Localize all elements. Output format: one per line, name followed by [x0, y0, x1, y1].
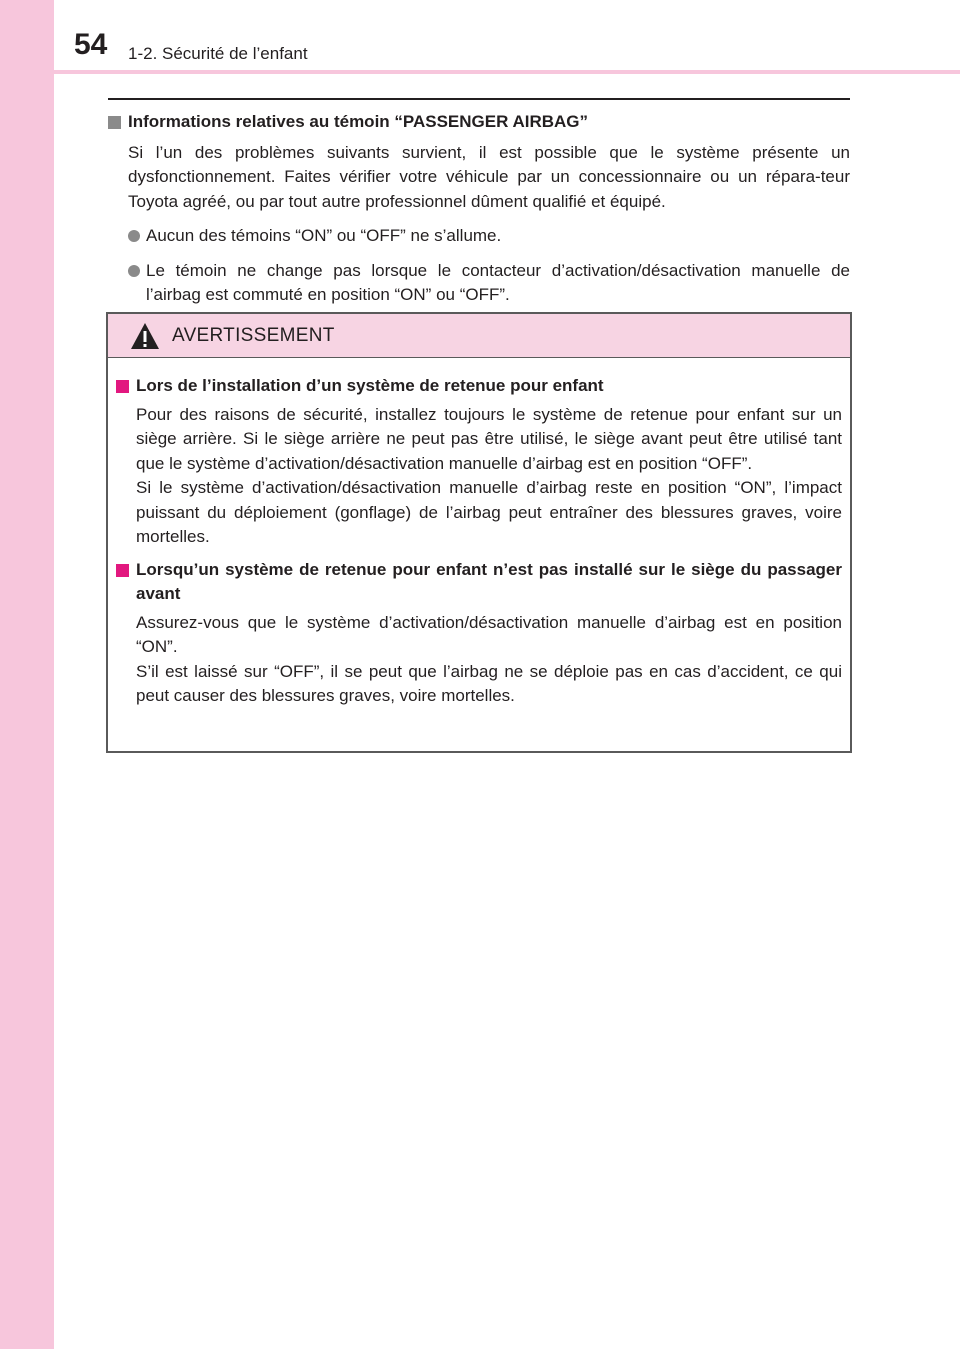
warning-header [108, 314, 850, 358]
warning-title: AVERTISSEMENT [172, 325, 335, 346]
square-bullet-icon [108, 116, 121, 129]
square-bullet-icon [116, 380, 129, 393]
bullet-text: Le témoin ne change pas lorsque le contacteur d’activation/désactivation manuelle de l’airbag est commuté en position “ON” ou “OFF”. [146, 260, 850, 304]
info-heading [108, 110, 850, 135]
warning-section-heading [116, 374, 842, 399]
info-section [108, 110, 850, 308]
square-bullet-icon [116, 564, 129, 577]
warning-box [106, 312, 852, 753]
section-title: 1-2. Sécurité de l’enfant [128, 44, 308, 63]
warning-heading-text: Lorsqu’un système de retenue pour enfant n’est pas installé sur le siège du passager avant [136, 559, 842, 603]
warning-triangle-icon [130, 322, 160, 350]
info-paragraph: Si l’un des problèmes suivants survient, il est possible que le système présente un dysfonctionnement. Faites vérifier votre véhicule par un concessionnaire ou un répara-teur Toyota agréé, ou par tout autre professionnel dûment qualifié et équipé. [128, 142, 850, 211]
warning-heading-text: Lors de l’installation d’un système de retenue pour enfant [136, 376, 604, 395]
warning-paragraph: Si le système d’activation/désactivation manuelle d’airbag reste en position “ON”, l’impact puissant du déploiement (gonflage) de l’airbag peut entraîner des blessures graves, voire mortelles. [136, 478, 842, 546]
warning-paragraph: S’il est laissé sur “OFF”, il se peut que l’airbag ne se déploie pas en cas d’accident, ce qui peut causer des blessures graves, voire mortelles. [136, 661, 842, 705]
warning-paragraph: Pour des raisons de sécurité, installez toujours le système de retenue pour enfant sur un siège arrière. Si le siège arrière ne peut pas être utilisé, le siège avant peut être utilisé tant que le système d’activation/désactivation manuelle d’airbag est en position “OFF”. [136, 404, 842, 473]
bullet-text: Aucun des témoins “ON” ou “OFF” ne s’allume. [146, 226, 502, 245]
spacer [116, 550, 842, 558]
circle-bullet-icon [128, 230, 140, 242]
warning-body [108, 358, 850, 709]
section-rule [108, 98, 850, 100]
info-heading-text: Informations relatives au témoin “PASSENGER AIRBAG” [128, 112, 589, 131]
side-color-band [0, 0, 54, 1349]
list-item [108, 259, 850, 308]
circle-bullet-icon [128, 265, 140, 277]
warning-section-heading [116, 558, 842, 607]
page-number: 54 [74, 28, 108, 61]
list-item [108, 224, 850, 249]
warning-paragraph: Assurez-vous que le système d’activation/désactivation manuelle d’airbag est en position “ON”. [136, 612, 842, 656]
